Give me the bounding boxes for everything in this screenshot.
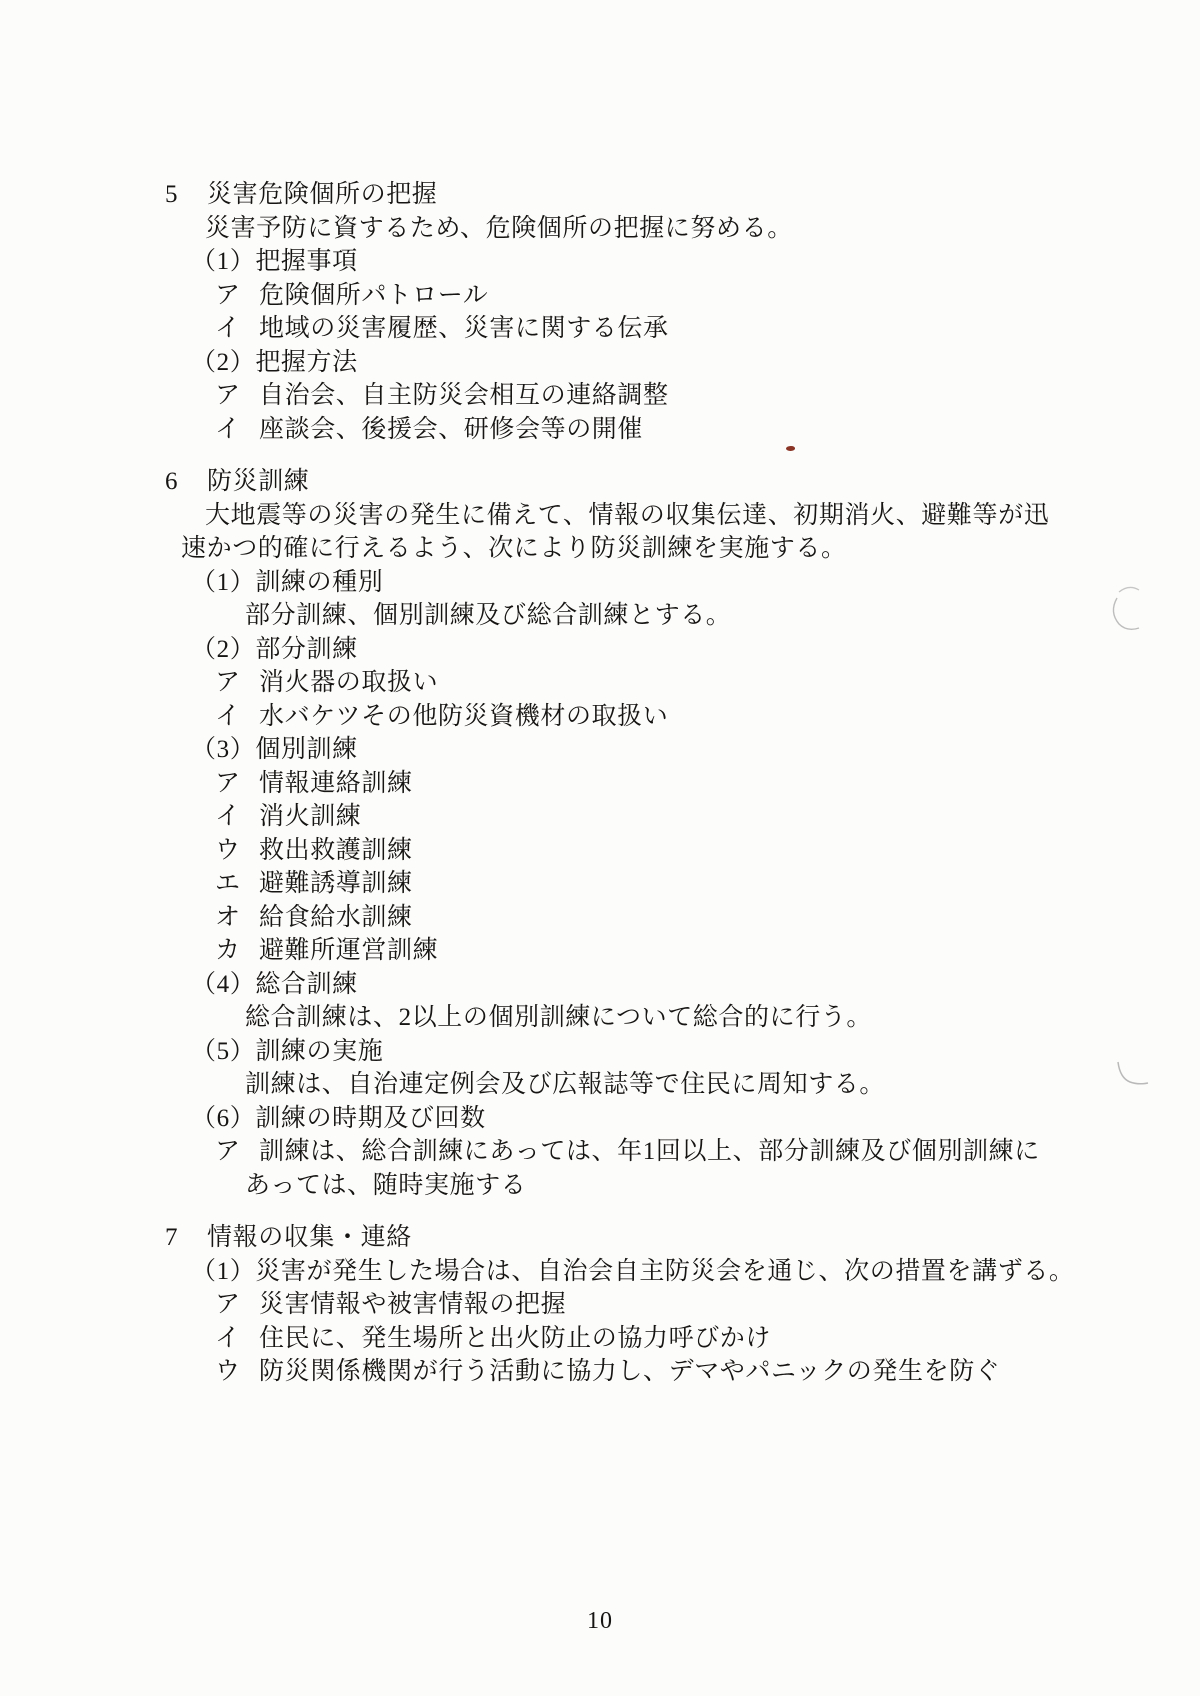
- section-number: 6: [165, 468, 179, 495]
- doc-line: [165, 700, 1085, 734]
- line-label: エ: [215, 870, 241, 897]
- doc-line: [165, 245, 1085, 279]
- line-text: 避難誘導訓練: [259, 870, 413, 897]
- line-text: 情報連絡訓練: [259, 769, 413, 797]
- line-text: 部分訓練: [255, 635, 358, 663]
- line-text: 訓練は、総合訓練にあっては、年1回以上、部分訓練及び個別訓練に: [259, 1138, 1040, 1165]
- line-text: 住民に、発生場所と出火防止の協力呼びかけ: [259, 1324, 772, 1352]
- doc-line: [165, 1035, 1085, 1069]
- doc-line: [165, 1068, 1085, 1102]
- line-label: カ: [215, 937, 241, 964]
- section-heading: [165, 465, 1085, 499]
- line-text: 災害予防に資するため、危険個所の把握に努める。: [205, 214, 793, 242]
- line-text: 避難所運営訓練: [259, 937, 439, 964]
- line-label: （6）: [191, 1104, 256, 1132]
- scan-curve-artifact: [1110, 1054, 1160, 1098]
- line-text: 訓練は、自治連定例会及び広報誌等で住民に周知する。: [245, 1071, 886, 1098]
- section-number: 7: [165, 1224, 179, 1251]
- section: [165, 465, 1085, 1202]
- line-text: 総合訓練は、2以上の個別訓練について総合的に行う。: [245, 1004, 873, 1031]
- scan-curve-artifact: [1105, 578, 1165, 642]
- doc-line: [165, 934, 1085, 968]
- line-label: （1）: [191, 1257, 256, 1285]
- line-text: 水バケツその他防災資機材の取扱い: [259, 702, 669, 730]
- line-label: ア: [215, 1291, 241, 1318]
- line-text: 自治会、自主防災会相互の連絡調整: [259, 382, 669, 409]
- line-text: 把握方法: [255, 348, 358, 376]
- line-text: 把握事項: [255, 248, 358, 275]
- line-text: 訓練の時期及び回数: [255, 1104, 486, 1132]
- line-text: 大地震等の災害の発生に備えて、情報の収集伝達、初期消火、避難等が迅: [205, 501, 1050, 529]
- section-heading: [165, 178, 1085, 212]
- doc-line: [165, 1102, 1085, 1136]
- section-title: 防災訓練: [207, 468, 310, 495]
- line-text: 部分訓練、個別訓練及び総合訓練とする。: [245, 602, 732, 629]
- line-text: 訓練の種別: [255, 568, 384, 596]
- line-text: 災害情報や被害情報の把握: [259, 1291, 567, 1318]
- doc-line: [165, 800, 1085, 834]
- doc-line: [165, 413, 1085, 447]
- doc-line: [165, 1355, 1085, 1389]
- doc-line: [165, 1288, 1085, 1322]
- line-text: 消火訓練: [259, 803, 362, 830]
- line-label: ア: [215, 382, 241, 409]
- line-text: 消火器の取扱い: [259, 669, 439, 696]
- line-text: 災害が発生した場合は、自治会自主防災会を通じ、次の措置を講ずる。: [255, 1257, 1075, 1285]
- doc-line: [165, 1322, 1085, 1356]
- doc-line: [165, 633, 1085, 667]
- line-text: 個別訓練: [255, 736, 358, 763]
- line-label: （1）: [191, 568, 256, 596]
- line-label: ア: [215, 281, 241, 309]
- doc-line: [165, 312, 1085, 346]
- section-title: 災害危険個所の把握: [207, 181, 438, 208]
- line-label: （5）: [191, 1037, 256, 1065]
- doc-line: [165, 867, 1085, 901]
- doc-line: [165, 566, 1085, 600]
- section-number: 5: [165, 181, 179, 208]
- line-label: イ: [215, 315, 241, 342]
- doc-line: [165, 968, 1085, 1002]
- line-text: 給食給水訓練: [259, 903, 413, 931]
- line-label: （2）: [191, 635, 256, 663]
- doc-line: [165, 212, 1085, 246]
- doc-line: [165, 767, 1085, 801]
- section: [165, 178, 1085, 446]
- line-label: イ: [215, 702, 241, 730]
- line-label: ウ: [215, 1358, 241, 1385]
- line-text: 地域の災害履歴、災害に関する伝承: [259, 315, 669, 342]
- doc-line: [165, 346, 1085, 380]
- section-title: 情報の収集・連絡: [207, 1224, 412, 1251]
- document-body: [165, 178, 1085, 1408]
- line-label: （2）: [191, 348, 256, 376]
- line-label: （4）: [191, 970, 256, 998]
- line-label: イ: [215, 415, 241, 443]
- line-text: 防災関係機関が行う活動に協力し、デマやパニックの発生を防ぐ: [259, 1358, 1001, 1385]
- line-label: ウ: [215, 836, 241, 864]
- doc-line: [165, 1001, 1085, 1035]
- doc-line: [165, 1255, 1085, 1289]
- doc-line: [165, 379, 1085, 413]
- doc-line: [165, 1169, 1085, 1203]
- doc-line: [165, 666, 1085, 700]
- line-label: ア: [215, 1138, 241, 1165]
- line-label: （3）: [191, 736, 256, 763]
- line-label: ア: [215, 769, 241, 797]
- line-label: イ: [215, 803, 241, 830]
- doc-line: [165, 499, 1085, 533]
- line-text: 救出救護訓練: [259, 836, 413, 864]
- line-label: ア: [215, 669, 241, 696]
- line-text: 総合訓練: [255, 970, 358, 998]
- page-number: 10: [587, 1608, 613, 1634]
- line-text: あっては、随時実施する: [245, 1171, 527, 1199]
- line-label: イ: [215, 1324, 241, 1352]
- line-text: 座談会、後援会、研修会等の開催: [259, 415, 644, 443]
- doc-line: [165, 599, 1085, 633]
- doc-line: [165, 733, 1085, 767]
- line-text: 訓練の実施: [255, 1037, 384, 1065]
- doc-line: [165, 1135, 1085, 1169]
- section-heading: [165, 1221, 1085, 1255]
- line-text: 危険個所パトロール: [259, 281, 489, 309]
- doc-line: [165, 834, 1085, 868]
- section: [165, 1221, 1085, 1389]
- doc-line: [165, 532, 1085, 566]
- line-label: （1）: [191, 248, 256, 275]
- line-text: 速かつ的確に行えるよう、次により防災訓練を実施する。: [181, 535, 847, 562]
- line-label: オ: [215, 903, 241, 931]
- doc-line: [165, 901, 1085, 935]
- doc-line: [165, 279, 1085, 313]
